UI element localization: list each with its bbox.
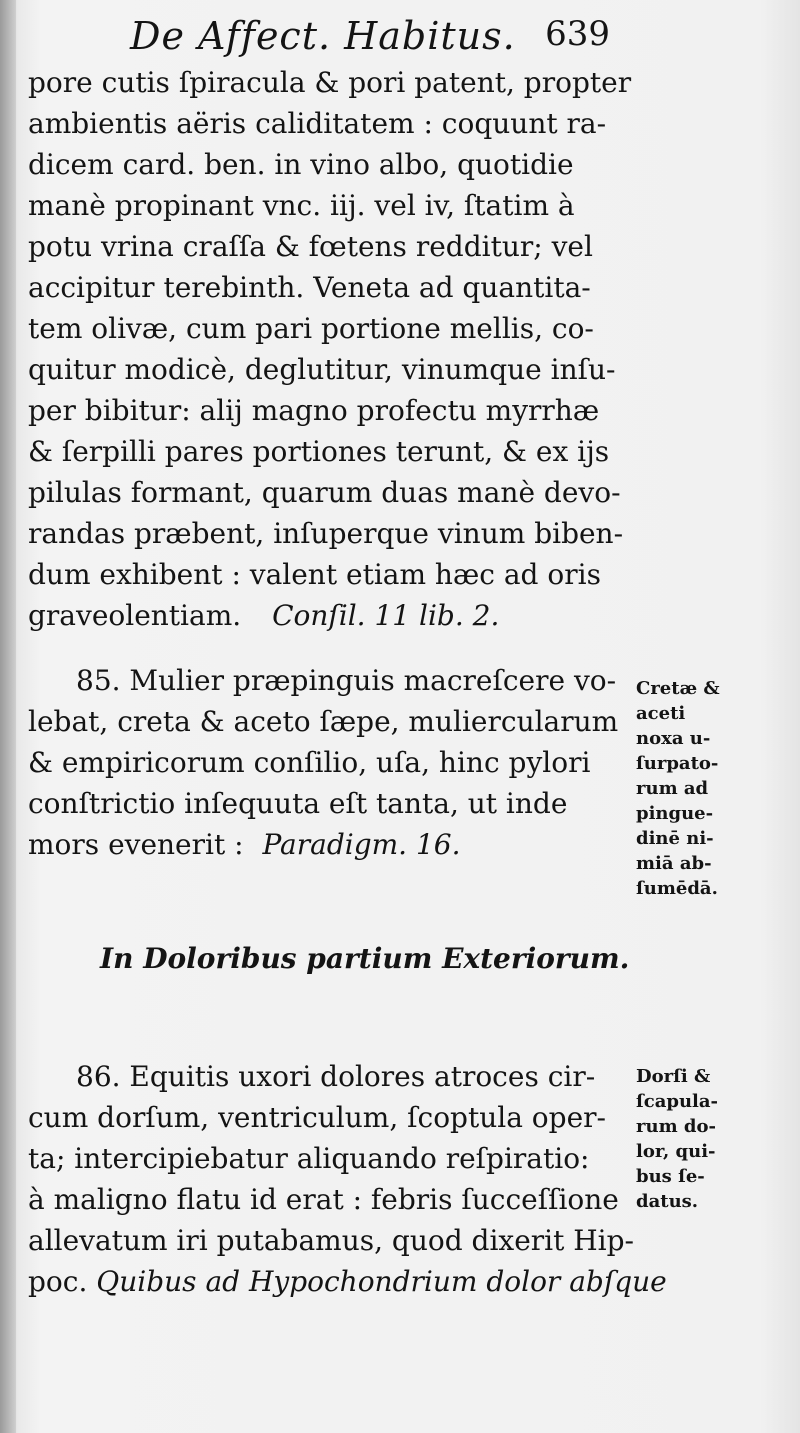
margin-note-line: ſumēdā. [636, 878, 718, 899]
margin-note-line: ſurpato- [636, 753, 719, 774]
entry-86 [28, 1056, 667, 1302]
margin-note-line: datus. [636, 1191, 699, 1212]
text-line: per bibitur: alij magno profectu myrrhæ [28, 394, 600, 427]
section-heading: In Doloribus partium Exteriorum. [100, 942, 630, 975]
citation: Conſil. 11 lib. 2. [272, 599, 500, 632]
binding-gutter [0, 0, 16, 1433]
margin-note-line: lor, qui- [636, 1141, 716, 1162]
text-fragment: mors evenerit : [28, 828, 244, 861]
text-line: pore cutis ſpiracula & pori patent, propter [28, 66, 632, 99]
page-header [130, 14, 610, 64]
margin-note-line: Dorſi & [636, 1066, 711, 1087]
page-number: 639 [545, 14, 610, 54]
text-fragment: poc. [28, 1265, 88, 1298]
text-line: accipitur terebinth. Veneta ad quantita- [28, 271, 591, 304]
text-line: & ſerpilli pares portiones terunt, & ex ijs [28, 435, 610, 468]
text-line: conſtrictio inſequuta eſt tanta, ut inde [28, 787, 568, 820]
text-line: 85. Mulier præpinguis macreſcere vo- [76, 664, 617, 697]
text-line: manè propinant vnc. iij. vel iv, ſtatim à [28, 189, 575, 222]
margin-note-line: pingue- [636, 803, 714, 824]
margin-note-line: noxa u- [636, 728, 711, 749]
margin-note-85 [636, 676, 788, 901]
margin-note-line: aceti [636, 703, 686, 724]
margin-note-line: ſcapula- [636, 1091, 719, 1112]
running-head: De Affect. Habitus. [130, 14, 516, 58]
margin-note-line: Cretæ & [636, 678, 720, 699]
text-line: lebat, creta & aceto ſæpe, muliercularum [28, 705, 619, 738]
text-line: potu vrina craſſa & fœtens redditur; vel [28, 230, 593, 263]
text-line: à maligno flatu id erat : febris ſucceſſione [28, 1183, 619, 1216]
text-line: ambientis aëris caliditatem : coquunt ra- [28, 107, 607, 140]
text-line: 86. Equitis uxori dolores atroces cir- [76, 1060, 596, 1093]
text-fragment: graveolentiam. [28, 599, 242, 632]
paragraph-continuation [28, 62, 640, 636]
text-line: allevatum iri putabamus, quod dixerit Hip- [28, 1224, 635, 1257]
margin-note-line: miā ab- [636, 853, 712, 874]
text-line [28, 824, 640, 865]
text-line: cum dorſum, ventriculum, ſcoptula oper- [28, 1101, 607, 1134]
citation: Paradigm. 16. [262, 828, 461, 861]
text-line: dum exhibent : valent etiam hæc ad oris [28, 558, 601, 591]
margin-note-86 [636, 1064, 788, 1214]
text-line: quitur modicè, deglutitur, vinumque inſu- [28, 353, 616, 386]
entry-85 [28, 660, 640, 865]
margin-note-line: rum do- [636, 1116, 716, 1137]
margin-note-line: bus ſe- [636, 1166, 705, 1187]
italic-quote: Quibus ad Hypochondrium dolor abſque [96, 1265, 667, 1298]
text-line [28, 595, 640, 636]
text-line: pilulas formant, quarum duas manè devo- [28, 476, 621, 509]
text-line: randas præbent, inſuperque vinum biben- [28, 517, 624, 550]
text-line [28, 1261, 667, 1302]
margin-note-line: dinē ni- [636, 828, 714, 849]
text-line: tem olivæ, cum pari portione mellis, co- [28, 312, 594, 345]
text-line: & empiricorum conſilio, uſa, hinc pylori [28, 746, 591, 779]
margin-note-line: rum ad [636, 778, 709, 799]
text-line: dicem card. ben. in vino albo, quotidie [28, 148, 574, 181]
text-line: ta; intercipiebatur aliquando reſpiratio: [28, 1142, 590, 1175]
